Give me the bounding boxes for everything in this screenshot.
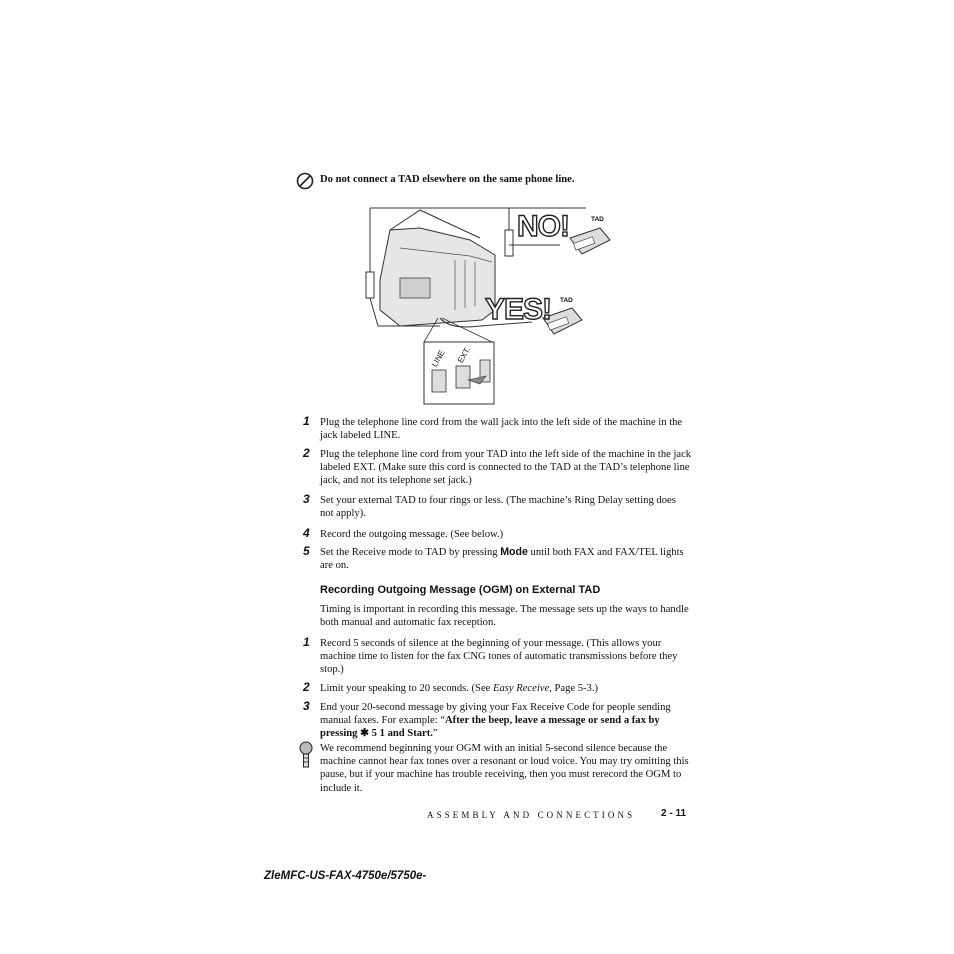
step-b2-text <box>320 682 692 695</box>
footer-chapter: ASSEMBLY AND CONNECTIONS <box>427 810 636 820</box>
step-b3-bold: After the beep, leave a message or send a fax by pressing <box>320 715 660 740</box>
step-a4-text: Record the outgoing message. (See below.) <box>320 529 504 540</box>
step-b2-post: , Page 5-3.) <box>549 683 599 694</box>
step-a2-number: 2 <box>303 446 310 460</box>
step-a5-number: 5 <box>303 544 310 558</box>
step-a2-text: Plug the telephone line cord from your TAD into the left side of the machine in the jack labeled EXT. (Make sure this cord is connected to the TAD at the TAD’s telephone line jack, and not its telephone set jack.) <box>320 449 692 487</box>
step-b1-number: 1 <box>303 635 310 649</box>
step-b2-pre: Limit your speaking to 20 seconds. (See <box>320 683 494 694</box>
jack-ext-label: EXT. <box>456 345 473 365</box>
tip-lightbulb-icon <box>298 741 314 769</box>
no-label: NO! <box>517 210 569 243</box>
mode-key-label: Mode <box>500 546 528 558</box>
step-a1-text: Plug the telephone line cord from the wall jack into the left side of the machine in the jack labeled LINE. <box>320 417 683 442</box>
tad-bottom-label: TAD <box>560 297 573 304</box>
step-a5-pre: Set the Receive mode to TAD by pressing <box>320 547 501 558</box>
easy-receive-ref: Easy Receive <box>493 683 550 694</box>
yes-label: YES! <box>485 293 552 326</box>
prohibited-icon <box>296 172 314 190</box>
step-b3-text <box>320 701 692 741</box>
section-intro: Timing is important in recording this message. The message sets up the ways to handle both manual and automatic fax reception. <box>320 604 689 629</box>
step-b3-post: ” <box>432 728 438 740</box>
warning-text: Do not connect a TAD elsewhere on the same phone line. <box>320 174 575 185</box>
step-b3-pre: End your 20-second message by giving your Fax Receive Code for people sending manual faxes. For example: “ <box>320 702 671 727</box>
footer-page-number: 2 - 11 <box>661 808 687 819</box>
step-a3-text: Set your external TAD to four rings or less. (The machine’s Ring Delay setting does not apply). <box>320 495 676 520</box>
step-b2-number: 2 <box>303 680 310 694</box>
star-key-icon: ✱ <box>360 728 370 740</box>
tad-top-label: TAD <box>591 216 604 223</box>
step-a5-text <box>320 546 692 572</box>
section-heading: Recording Outgoing Message (OGM) on External TAD <box>320 584 601 596</box>
step-a1-number: 1 <box>303 414 310 428</box>
jack-line-label: LINE <box>430 348 447 369</box>
step-b3-bold2: 5 1 and Start. <box>369 728 433 740</box>
step-a4-number: 4 <box>303 526 310 540</box>
step-b1-text: Record 5 seconds of silence at the beginning of your message. (This allows your machine time to listen for the fax CNG tones of automatic transmissions before they stop.) <box>320 638 678 676</box>
document-id: ZleMFC-US-FAX-4750e/5750e- <box>264 870 427 882</box>
step-b3-number: 3 <box>303 699 310 713</box>
note-text: We recommend beginning your OGM with an initial 5-second silence because the machine cannot hear fax tones over a resonant or loud voice. You may try omitting this pause, but if your machine has trouble receiving, then you must rerecord the OGM to include it. <box>320 743 689 794</box>
step-a5-post: until both FAX and FAX/TEL lights are on. <box>320 547 684 572</box>
step-a3-number: 3 <box>303 492 310 506</box>
